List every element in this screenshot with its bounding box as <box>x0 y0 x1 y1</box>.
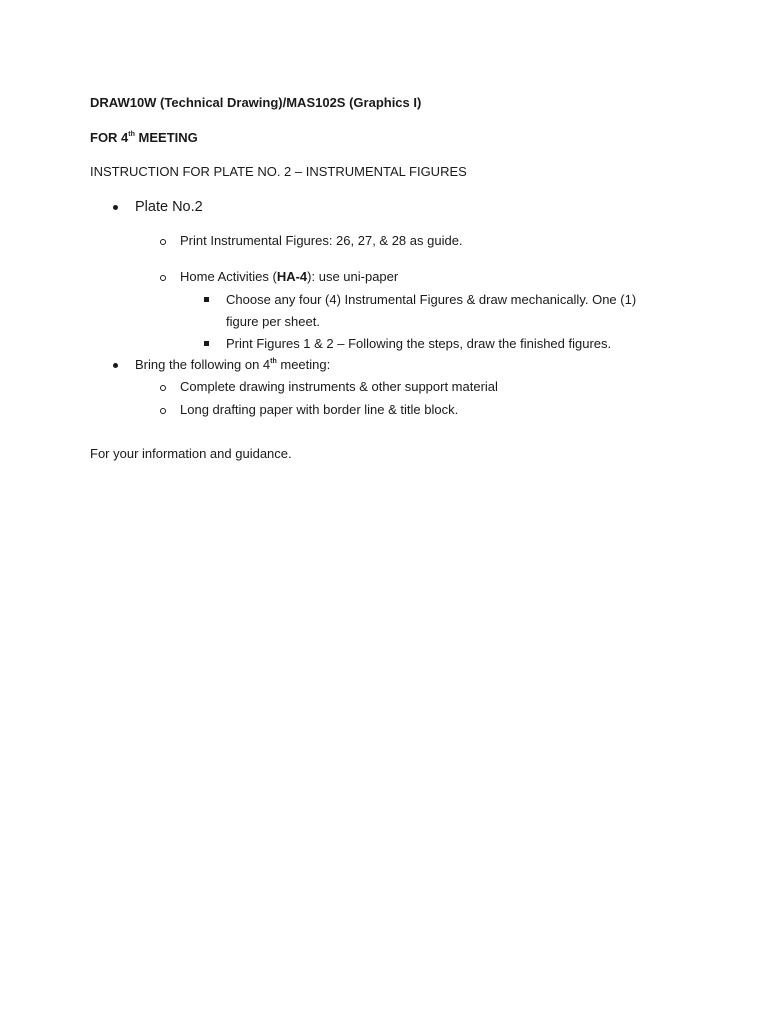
bring-suffix: meeting: <box>276 357 331 372</box>
instruction-heading: INSTRUCTION FOR PLATE NO. 2 – INSTRUMENTAL FIGURES <box>90 164 467 179</box>
home-activities-code: HA-4 <box>276 269 308 284</box>
print-instruction: Print Instrumental Figures: 26, 27, & 28 as guide. <box>180 233 463 248</box>
bullet-square <box>204 297 209 302</box>
bring-prefix: Bring the following on 4 <box>135 357 271 372</box>
bring-ordinal: th <box>270 358 277 365</box>
plate-title: Plate No.2 <box>135 199 203 215</box>
bullet-disc <box>113 363 118 368</box>
meeting-suffix: MEETING <box>134 130 198 145</box>
closing-note: For your information and guidance. <box>90 446 292 461</box>
bring-item-instruments: Complete drawing instruments & other support material <box>180 379 498 394</box>
bullet-circle <box>160 408 166 414</box>
bullet-circle <box>160 275 166 281</box>
sub-item-choose: Choose any four (4) Instrumental Figures & draw mechanically. One (1) <box>226 292 637 307</box>
meeting-prefix: FOR 4 <box>90 130 129 145</box>
home-activities-prefix: Home Activities ( <box>180 269 277 284</box>
home-activities-suffix: ): use uni-paper <box>307 269 399 284</box>
sub-item-print-figures: Print Figures 1 & 2 – Following the steps, draw the finished figures. <box>226 336 612 351</box>
meeting-heading <box>90 130 198 146</box>
sub-item-choose-continued: figure per sheet. <box>226 314 320 329</box>
home-activities <box>180 269 398 285</box>
bring-item-paper: Long drafting paper with border line & title block. <box>180 402 459 417</box>
bring-heading <box>135 357 330 373</box>
bullet-square <box>204 341 209 346</box>
bullet-circle <box>160 385 166 391</box>
bullet-circle <box>160 239 166 245</box>
bullet-disc <box>113 205 118 210</box>
meeting-ordinal: th <box>128 131 135 138</box>
course-title: DRAW10W (Technical Drawing)/MAS102S (Graphics I) <box>90 95 422 110</box>
